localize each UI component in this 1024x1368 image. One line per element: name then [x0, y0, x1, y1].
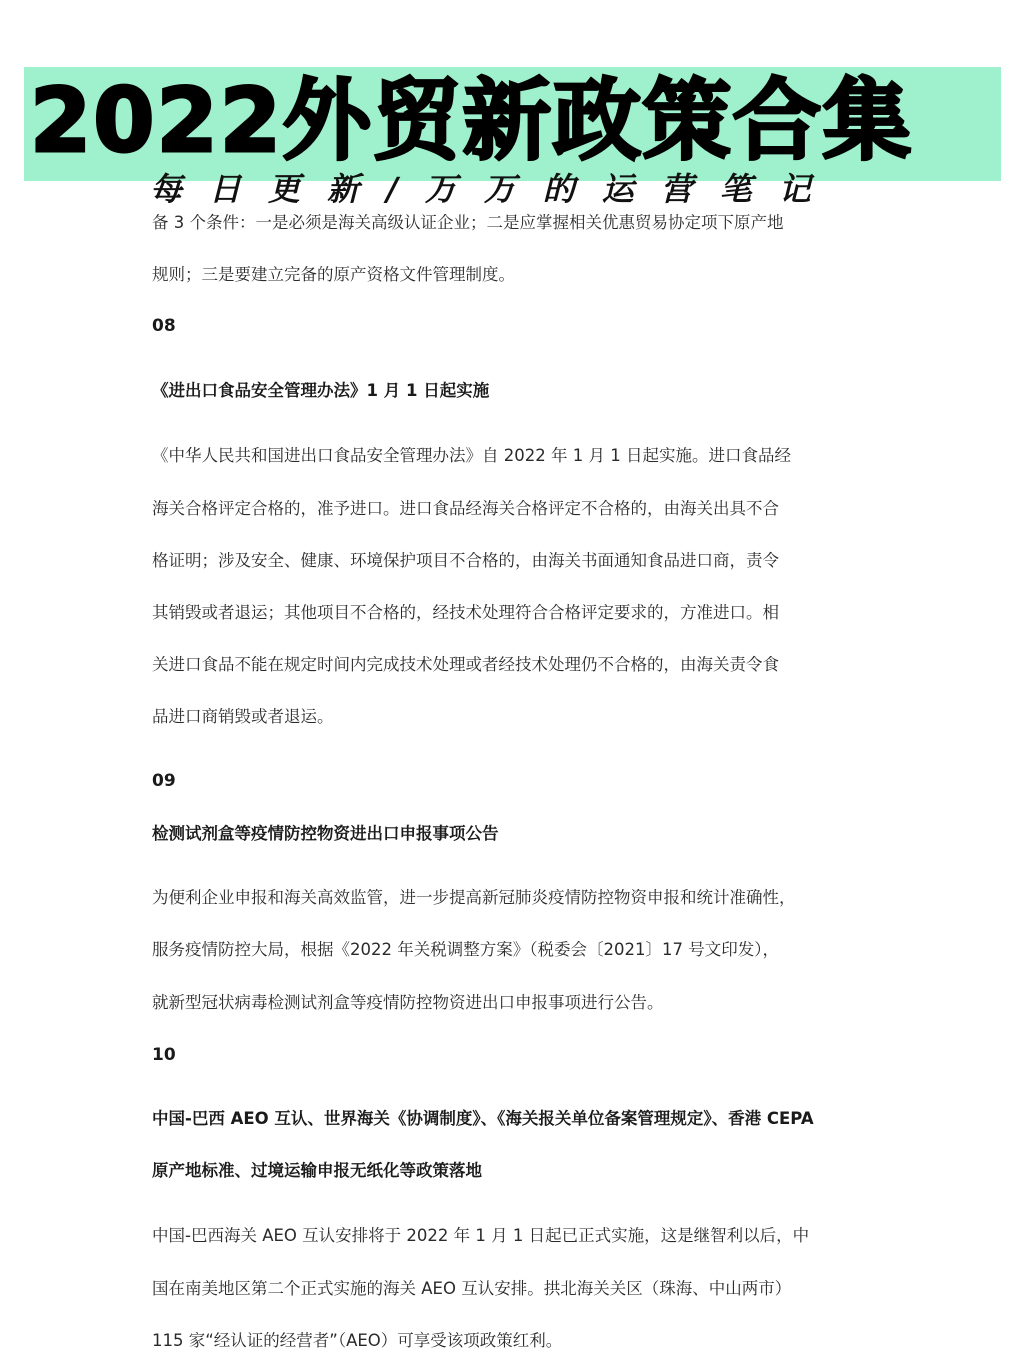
paragraph-line: 规则；三是要建立完备的原产资格文件管理制度。 — [152, 265, 515, 284]
paragraph-line: 115 家“经认证的经营者”（AEO）可享受该项政策红利。 — [152, 1331, 563, 1350]
paragraph-line: 备 3 个条件：一是必须是海关高级认证企业；二是应掌握相关优惠贸易协定项下原产地 — [152, 213, 784, 232]
paragraph-line: 服务疫情防控大局，根据《2022 年关税调整方案》（税委会〔2021〕17 号文印发）， — [152, 940, 779, 959]
paragraph-line: 海关合格评定合格的，准予进口。进口食品经海关合格评定不合格的，由海关出具不合 — [152, 499, 779, 518]
paragraph-line: 品进口商销毁或者退运。 — [152, 707, 334, 726]
paragraph-line: 就新型冠状病毒检测试剂盒等疫情防控物资进出口申报事项进行公告。 — [152, 993, 664, 1012]
paragraph-line: 为便利企业申报和海关高效监管，进一步提高新冠肺炎疫情防控物资申报和统计准确性， — [152, 888, 796, 907]
paragraph-line: 格证明；涉及安全、健康、环境保护项目不合格的，由海关书面通知食品进口商，责令 — [152, 551, 779, 570]
paragraph-line: 关进口食品不能在规定时间内完成技术处理或者经技术处理仍不合格的，由海关责令食 — [152, 655, 779, 674]
section-number: 10 — [152, 1045, 176, 1065]
paragraph-line: 其销毁或者退运；其他项目不合格的，经技术处理符合合格评定要求的，方准进口。相 — [152, 603, 779, 622]
page-title: 2022外贸新政策合集 — [30, 69, 913, 172]
paragraph-line: 中国-巴西海关 AEO 互认安排将于 2022 年 1 月 1 日起已正式实施，这是继智利以后，中 — [152, 1226, 810, 1245]
section-number: 09 — [152, 771, 176, 791]
section-heading: 中国-巴西 AEO 互认、世界海关《协调制度》、《海关报关单位备案管理规定》、香港 CEPA — [152, 1109, 814, 1128]
section-heading: 《进出口食品安全管理办法》1 月 1 日起实施 — [152, 381, 490, 400]
section-heading: 原产地标准、过境运输申报无纸化等政策落地 — [152, 1161, 482, 1180]
paragraph-line: 国在南美地区第二个正式实施的海关 AEO 互认安排。拱北海关关区（珠海、中山两市） — [152, 1279, 792, 1298]
section-number: 08 — [152, 316, 176, 336]
paragraph-line: 《中华人民共和国进出口食品安全管理办法》自 2022 年 1 月 1 日起实施。进口食品经 — [152, 446, 791, 465]
page-subtitle: 每日更新/万万的运营笔记 — [150, 170, 838, 208]
section-heading: 检测试剂盒等疫情防控物资进出口申报事项公告 — [152, 824, 499, 843]
